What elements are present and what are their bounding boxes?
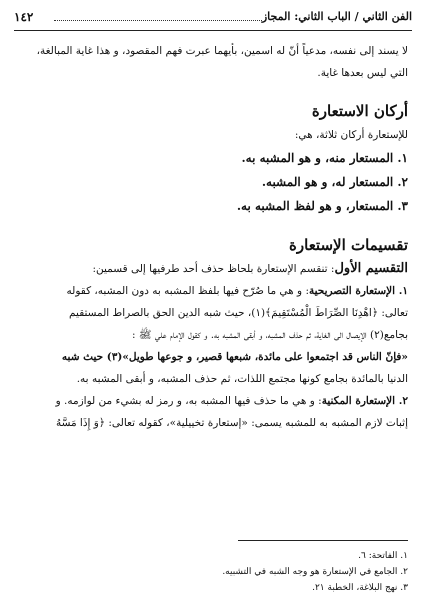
pillar-item: ١. المستعار منه، و هو المشبه به.	[241, 151, 408, 165]
footnote-item: ١. الفاتحة: ٦.	[358, 551, 408, 561]
running-title: الفن الثاني / الباب الثاني: المجاز	[261, 10, 412, 23]
implicit-metaphor-term: ٢. الإستعارة المكنية	[321, 395, 408, 407]
divisions-heading: تقسيمات الإستعارة	[289, 236, 408, 254]
header-leader-dots	[54, 20, 262, 21]
explicit-metaphor-line-3: بجامع(٢) الإيصال الى الغاية، ثم حذف المشبه، و أبقى المشبه به. و كقول الإمام علي ﷺ :	[132, 329, 408, 341]
page-body	[22, 40, 408, 434]
pillars-heading: أركان الاستعارة	[311, 102, 408, 120]
explicit-metaphor-definition: : و هي ما صُرّح فيها بلفظ المشبه به دون المشبه، كقوله	[66, 285, 309, 297]
page-header	[14, 10, 412, 28]
pillars-lead: للإستعارة أركان ثلاثة، هي:	[294, 129, 408, 141]
explicit-metaphor-line-1	[22, 280, 408, 302]
pillar-item: ٢. المستعار له، و هو المشبه.	[261, 175, 408, 189]
first-division-line	[22, 258, 408, 280]
intro-line-2: التي ليس بعدها غاية.	[317, 67, 408, 79]
implicit-metaphor-line-1	[22, 390, 408, 412]
explicit-metaphor-line-5: الدنيا بالمائدة بجامع كونها مجتمع اللذات، ثم حذف المشبه، و أبقى المشبه به.	[76, 373, 408, 385]
first-division-text: : تنقسم الإستعارة بلحاظ حذف أحد طرفيها إلى قسمين:	[92, 263, 335, 275]
footnotes	[22, 548, 408, 596]
footnote-item: ٣. نهج البلاغة، الخطبة ٢١.	[312, 583, 408, 593]
implicit-metaphor-line-2: إثبات لازم المشبه به للمشبه يسمى: «إستعارة تخييلية»، كقوله تعالى: ﴿وَ إِذَا مَسَّهُ	[55, 417, 408, 429]
pillar-item: ٣. المستعار، و هو لفظ المشبه به.	[236, 199, 408, 213]
footnote-divider	[238, 540, 408, 541]
page-number: ١٤٢	[14, 10, 34, 24]
footnote-item: ٢. الجامع في الإستعارة هو وجه الشبه في التشبيه.	[222, 567, 408, 577]
explicit-metaphor-line-2: تعالى: ﴿اهْدِنَا الصِّرَاطَ الْمُسْتَقِيمَ﴾(١)، حيث شبه الدين الحق بالصراط المستقيم	[69, 307, 408, 319]
first-division-label: التقسيم الأول	[334, 261, 408, 276]
header-divider	[14, 30, 412, 31]
intro-line-1: لا يسند إلى نفسه، مدعياً أنّ له اسمين، بأيهما عبرت فهم المقصود، و هذا غاية المبالغة،	[36, 45, 408, 57]
explicit-metaphor-line-4: «فإنّ الناس قد اجتمعوا على مائدة، شبعها قصير، و جوعها طويل»(٣) حيث شبه	[61, 351, 408, 363]
explicit-metaphor-term: ١. الإستعارة التصريحية	[309, 285, 408, 297]
implicit-metaphor-definition: : و هي ما حذف فيها المشبه به، و رمز له بشيء من لوازمه. و	[55, 395, 322, 407]
